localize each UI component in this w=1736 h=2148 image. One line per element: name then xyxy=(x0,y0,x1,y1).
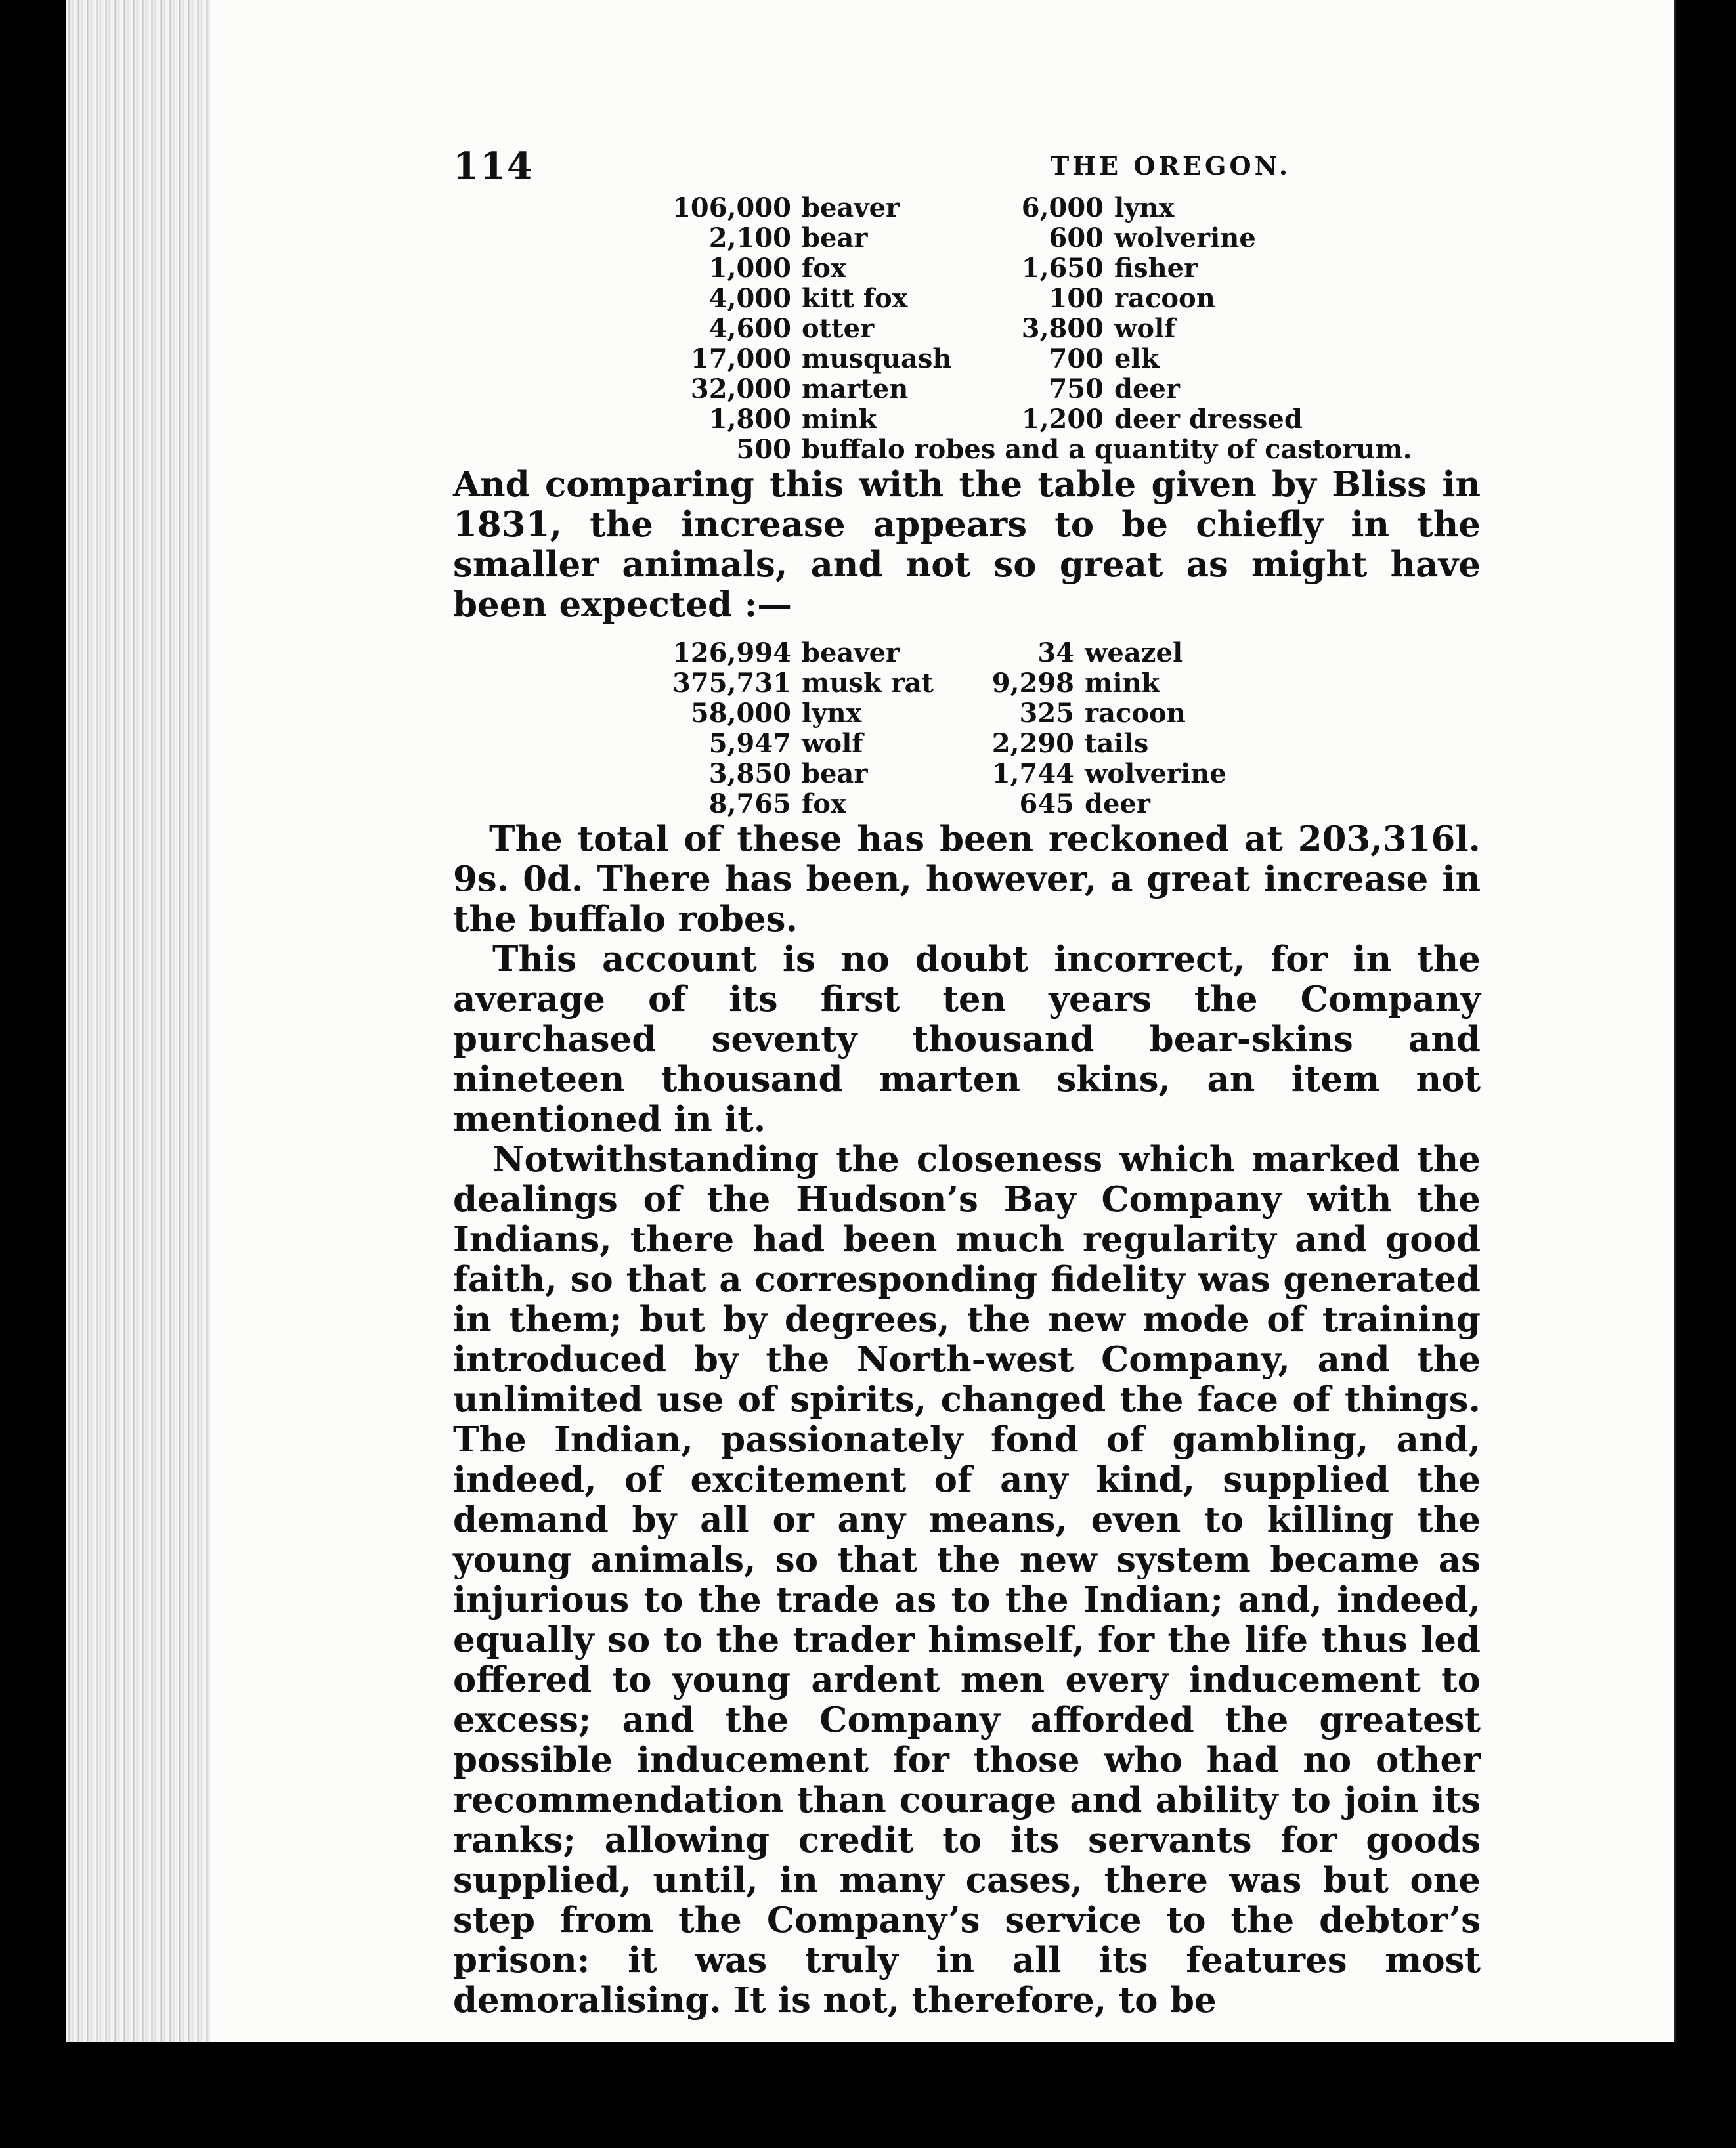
running-title: THE OREGON. xyxy=(1051,151,1291,181)
page-number: 114 xyxy=(453,144,534,188)
left-count: 4,600 xyxy=(708,313,791,344)
left-count: 3,850 xyxy=(708,758,791,789)
left-label: wolf xyxy=(802,728,863,759)
fur-table-2 xyxy=(620,638,1226,819)
running-head xyxy=(453,144,1694,190)
paragraph-4: Notwithstanding the closeness which marked the dealings of the Hudson’s Bay Company with the Indians, there had been much regularity and good faith, so that a corresponding fidelity was generated in them; but by degrees, the new mode of training introduced by the North-west Company, and the unlimited use of spirits, changed the face of things. The Indian, passionately fond of gambling, and, indeed, of excitement of any kind, supplied the demand by all or any means, even to killing the young animals, so that the new system became as injurious to the trade as to the Indian; and, indeed, equally so to the trader himself, for the life thus led offered to young ardent men every inducement to excess; and the Company afforded the greatest possible inducement for those who had no other recommendation than courage and ability to join its ranks; allowing credit to its servants for goods supplied, until, in many cases, there was but one step from the Company’s service to the debtor’s prison: it was truly in all its features most demoralising. It is not, therefore, to be xyxy=(453,1139,1481,2021)
table-row xyxy=(620,638,1226,668)
paragraph-2: The total of these has been reckoned at 203,316l. 9s. 0d. There has been, however, a great increase in the buffalo robes. xyxy=(453,819,1481,939)
table-row xyxy=(620,668,1226,698)
left-label: bear xyxy=(802,758,868,789)
table-row xyxy=(630,344,1412,374)
right-count: 2,290 xyxy=(991,728,1074,759)
table-row xyxy=(630,404,1412,435)
left-label: fox xyxy=(802,788,846,819)
left-label: buffalo robes and a quantity of castorum. xyxy=(802,434,1412,465)
left-label: musquash xyxy=(802,343,952,374)
right-label: deer dressed xyxy=(1114,404,1303,435)
table-row xyxy=(620,698,1226,729)
right-label: racoon xyxy=(1085,698,1186,729)
table-row xyxy=(630,284,1412,314)
left-count: 106,000 xyxy=(672,192,791,223)
table-row xyxy=(620,789,1226,819)
table-row xyxy=(630,223,1412,253)
right-label: racoon xyxy=(1114,283,1215,314)
right-count: 750 xyxy=(1049,374,1104,404)
right-count: 9,298 xyxy=(991,668,1074,698)
left-count: 375,731 xyxy=(672,668,791,698)
table-row xyxy=(630,314,1412,344)
table-row xyxy=(630,253,1412,284)
left-count: 2,100 xyxy=(708,223,791,253)
right-count: 1,200 xyxy=(1021,404,1104,435)
right-label: wolf xyxy=(1114,313,1176,344)
right-label: fisher xyxy=(1114,253,1198,284)
right-count: 34 xyxy=(1037,637,1074,668)
fur-table-1 xyxy=(630,193,1412,465)
left-label: beaver xyxy=(802,637,900,668)
right-label: wolverine xyxy=(1085,758,1226,789)
right-count: 100 xyxy=(1049,283,1104,314)
right-count: 700 xyxy=(1049,343,1104,374)
left-label: fox xyxy=(802,253,846,284)
left-count: 5,947 xyxy=(708,728,791,759)
right-label: weazel xyxy=(1085,637,1183,668)
left-label: beaver xyxy=(802,192,900,223)
right-count: 1,650 xyxy=(1021,253,1104,284)
left-count: 1,800 xyxy=(708,404,791,435)
table-row xyxy=(620,759,1226,789)
right-label: elk xyxy=(1114,343,1160,374)
left-label: musk rat xyxy=(802,668,934,698)
paragraph-3: This account is no doubt incorrect, for in the average of its first ten years the Company purchased seventy thousand bear-skins and nineteen thousand marten skins, an item not mentioned in it. xyxy=(453,939,1481,1140)
right-label: mink xyxy=(1085,668,1160,698)
left-count: 58,000 xyxy=(690,698,791,729)
left-count: 4,000 xyxy=(708,283,791,314)
right-label: wolverine xyxy=(1114,223,1256,253)
right-count: 325 xyxy=(1019,698,1074,729)
table-row xyxy=(630,193,1412,223)
left-label: kitt fox xyxy=(802,283,908,314)
right-count: 1,744 xyxy=(991,758,1074,789)
right-label: lynx xyxy=(1114,192,1175,223)
left-label: mink xyxy=(802,404,877,435)
table-row xyxy=(630,435,1412,465)
left-count: 17,000 xyxy=(690,343,791,374)
left-count: 500 xyxy=(736,434,791,465)
left-count: 126,994 xyxy=(672,637,791,668)
page-content xyxy=(453,144,1694,2021)
right-count: 6,000 xyxy=(1021,192,1104,223)
left-count: 32,000 xyxy=(690,374,791,404)
left-label: bear xyxy=(802,223,868,253)
right-count: 600 xyxy=(1049,223,1104,253)
right-count: 3,800 xyxy=(1021,313,1104,344)
paragraph-1: And comparing this with the table given by Bliss in 1831, the increase appears to be chiefly in the smaller animals, and not so great as might have been expected :— xyxy=(453,464,1481,625)
right-count: 645 xyxy=(1019,788,1074,819)
table-row xyxy=(620,729,1226,759)
table-row xyxy=(630,374,1412,404)
left-label: lynx xyxy=(802,698,862,729)
left-count: 8,765 xyxy=(708,788,791,819)
right-label: tails xyxy=(1085,728,1149,759)
left-label: otter xyxy=(802,313,875,344)
left-label: marten xyxy=(802,374,909,404)
right-label: deer xyxy=(1114,374,1180,404)
left-count: 1,000 xyxy=(708,253,791,284)
page-edge-leaves xyxy=(66,0,210,2042)
book-page xyxy=(210,0,1676,2042)
right-label: deer xyxy=(1085,788,1150,819)
